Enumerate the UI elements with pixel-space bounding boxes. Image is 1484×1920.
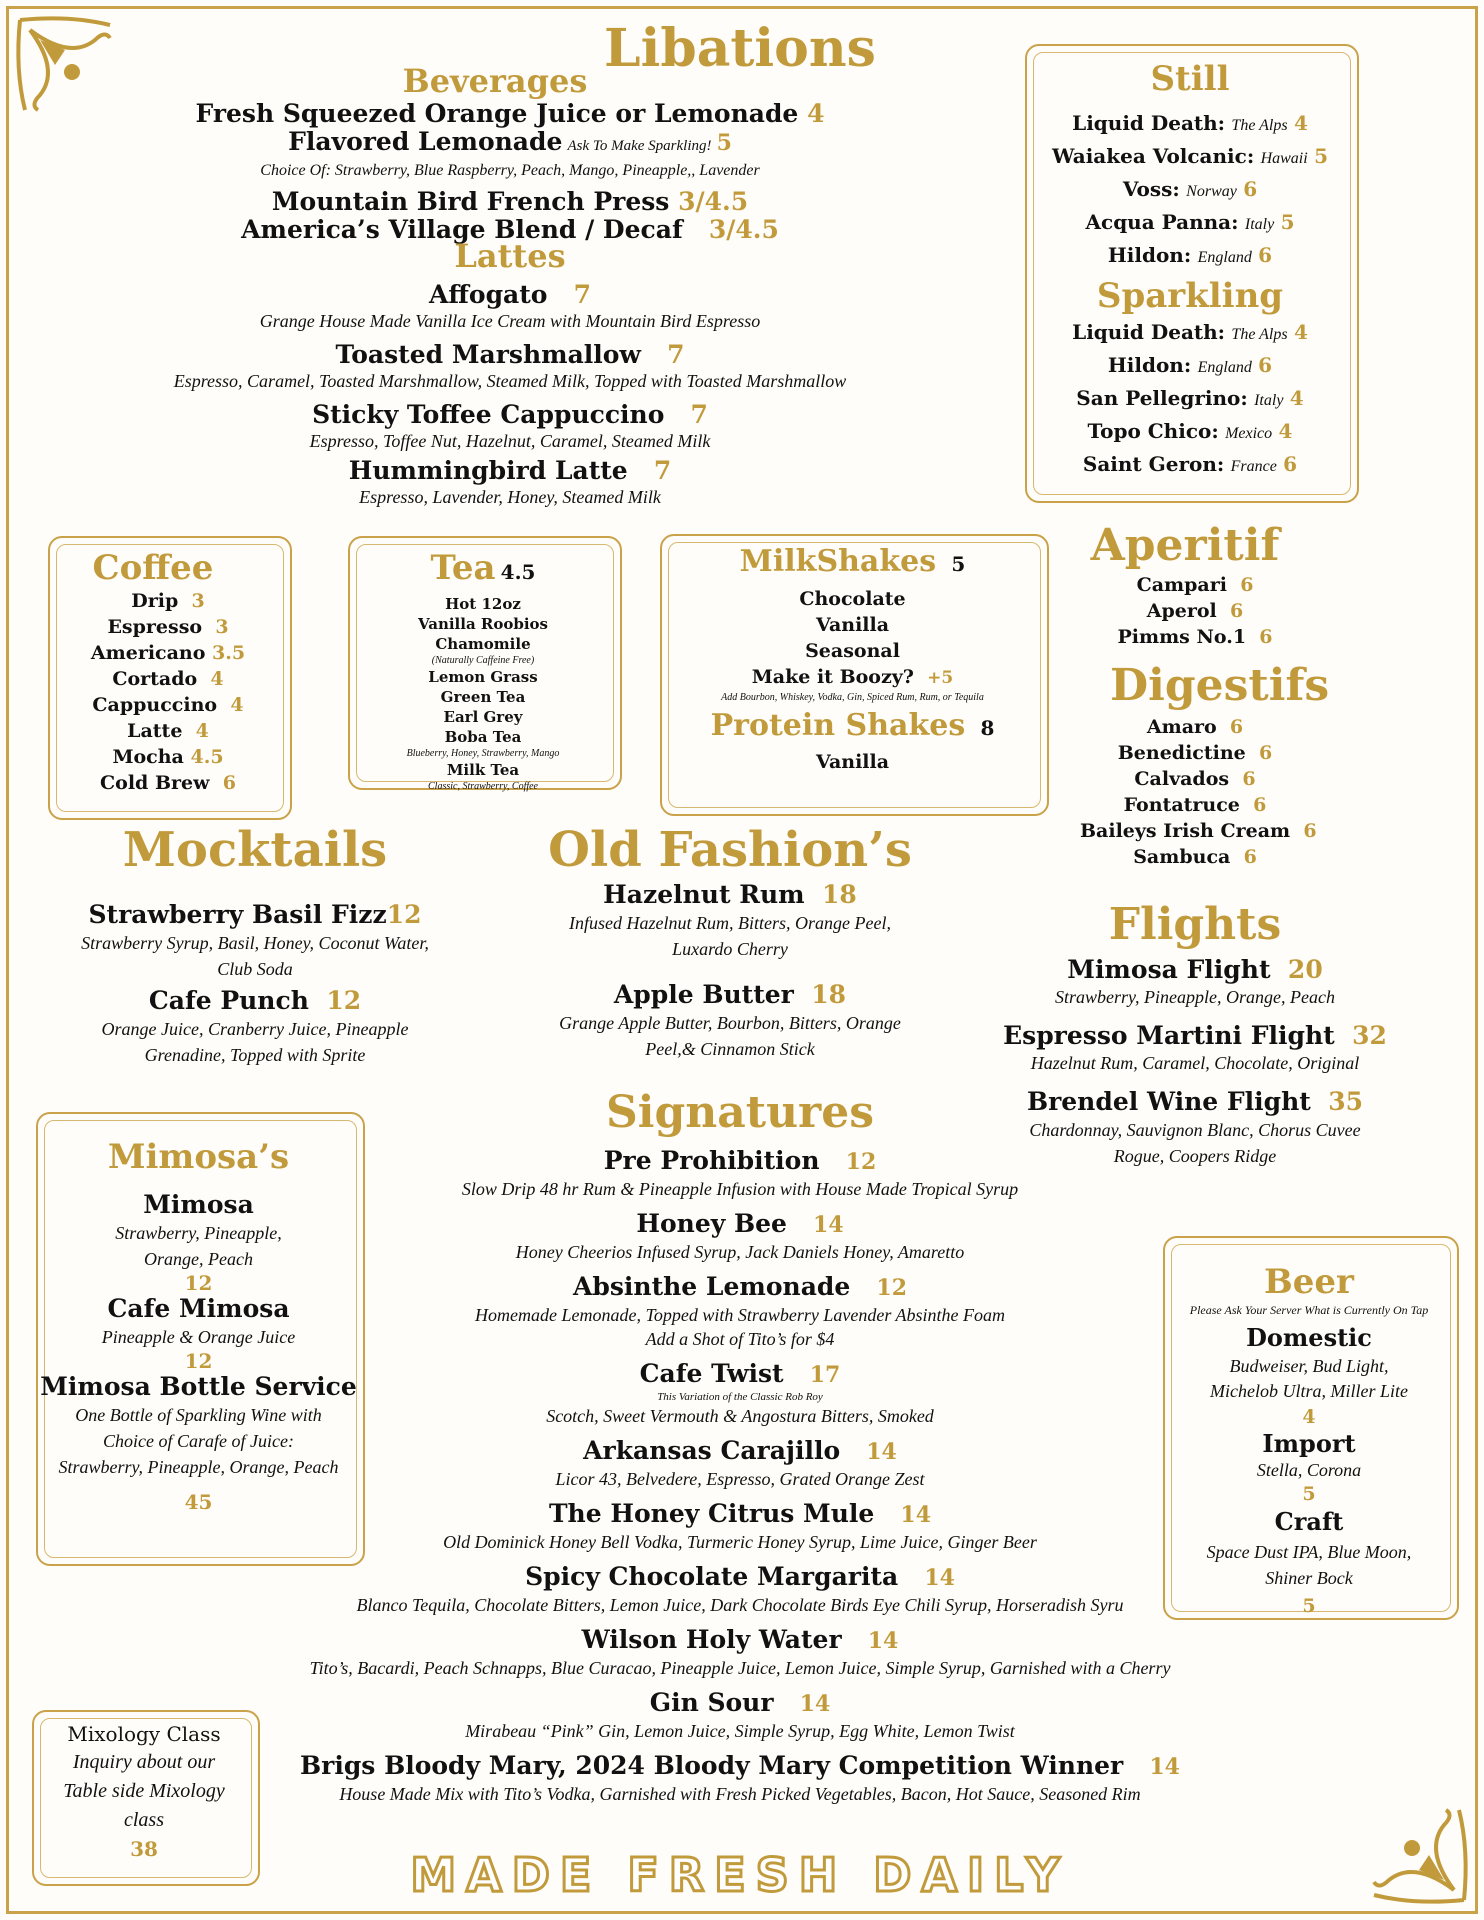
mixology-price: 38 <box>130 1837 158 1861</box>
beer-price: 4 <box>1302 1406 1316 1428</box>
old-fashion-item: Apple Butter 18 Grange Apple Butter, Bourbon, Bitters, Orange Peel,& Cinnamon Stick <box>559 980 901 1059</box>
beer-category: Craft <box>1274 1507 1344 1536</box>
signature-name <box>240 1436 1240 1467</box>
digestifs-section <box>1080 658 1330 870</box>
digestif-item: Amaro 6 <box>1146 716 1244 738</box>
boozy-note: Add Bourbon, Whiskey, Vodka, Gin, Spiced Rum, Rum, or Tequila <box>721 692 984 703</box>
mimosa-price: 12 <box>184 1349 213 1373</box>
signature-item <box>240 1625 1240 1680</box>
water-item: San Pellegrino: Italy 4 <box>1076 386 1304 410</box>
signature-price: 14 <box>799 1691 831 1717</box>
protein-item: Vanilla <box>815 751 890 773</box>
beer-price: 5 <box>1302 1595 1316 1617</box>
signature-name <box>240 1562 1240 1593</box>
signature-title: Spicy Chocolate Margarita <box>525 1562 899 1591</box>
tea-list <box>348 594 618 793</box>
flight-item: Espresso Martini Flight 32 Hazelnut Rum, Caramel, Chocolate, Original <box>1003 1021 1387 1073</box>
mimosa-item-name: Mimosa <box>143 1190 254 1219</box>
signature-title: Absinthe Lemonade <box>572 1272 851 1301</box>
signature-item <box>240 1359 1240 1428</box>
beer-price: 5 <box>1302 1483 1316 1505</box>
mimosa-desc: Pineapple & Orange Juice <box>101 1327 296 1347</box>
mocktail-item: Strawberry Basil Fizz12 Strawberry Syrup, Basil, Honey, Coconut Water, Club Soda <box>81 900 429 979</box>
still-section <box>1025 58 1355 482</box>
signature-title: Honey Bee <box>636 1209 787 1238</box>
signature-name <box>240 1499 1240 1530</box>
sparkling-heading: Sparkling <box>1096 276 1284 316</box>
coffee-item: Mocha 4.5 <box>112 746 224 768</box>
mimosa-item-name: Cafe Mimosa <box>107 1294 290 1323</box>
signature-price: 14 <box>900 1502 932 1528</box>
tea-item: Chamomile <box>435 635 531 653</box>
aperitif-item: Pimms No.1 6 <box>1117 626 1273 648</box>
beer-note: Please Ask Your Server What is Currently On Tap <box>1189 1303 1429 1317</box>
mimosa-desc: One Bottle of Sparkling Wine with <box>75 1405 322 1425</box>
beverages-section <box>40 62 980 244</box>
lattes-heading: Lattes <box>454 237 566 275</box>
signature-price: 12 <box>845 1149 877 1175</box>
water-item: Liquid Death: The Alps 4 <box>1072 111 1308 135</box>
aperitif-item: Campari 6 <box>1136 574 1254 596</box>
beer-category: Import <box>1262 1429 1356 1458</box>
signature-desc: Blanco Tequila, Chocolate Bitters, Lemon Juice, Dark Chocolate Birds Eye Chili Syrup, Horseradish Syru <box>356 1595 1124 1615</box>
mixology-title: Mixology Class <box>67 1722 221 1746</box>
beverages-heading: Beverages <box>402 62 588 100</box>
beverage-item: Flavored Lemonade Ask To Make Sparkling! 5 <box>288 127 732 156</box>
tea-item: Hot 12oz <box>445 595 521 613</box>
mimosa-price: 12 <box>184 1271 213 1295</box>
signature-item <box>240 1436 1240 1491</box>
water-item: Liquid Death: The Alps 4 <box>1072 320 1308 344</box>
tea-heading: Tea 4.5 <box>430 548 536 588</box>
water-item: Hildon: England 6 <box>1107 243 1273 267</box>
mimosa-item-name: Mimosa Bottle Service <box>40 1372 357 1401</box>
mocktail-item: Cafe Punch 12 Orange Juice, Cranberry Juice, Pineapple Grenadine, Topped with Sprite <box>101 986 409 1065</box>
water-item: Waiakea Volcanic: Hawaii 5 <box>1052 144 1328 168</box>
tea-note: Blueberry, Honey, Strawberry, Mango <box>406 748 560 759</box>
beer-desc: Shiner Bock <box>1265 1568 1353 1588</box>
digestif-item: Benedictine 6 <box>1117 742 1273 764</box>
mixology-desc: Table side Mixology <box>63 1780 225 1802</box>
milkshake-boozy: Make it Boozy? +5 <box>751 666 954 688</box>
signature-desc: Mirabeau “Pink” Gin, Lemon Juice, Simple Syrup, Egg White, Lemon Twist <box>465 1721 1015 1741</box>
flights-heading: Flights <box>1108 899 1282 950</box>
water-item: Voss: Norway 6 <box>1122 177 1258 201</box>
mimosa-desc: Choice of Carafe of Juice: <box>103 1431 294 1451</box>
signature-item <box>240 1688 1240 1743</box>
tea-note: (Naturally Caffeine Free) <box>431 655 535 666</box>
water-item: Topo Chico: Mexico 4 <box>1087 419 1293 443</box>
signature-title: Pre Prohibition <box>603 1146 820 1175</box>
still-heading: Still <box>1150 59 1230 99</box>
latte-item: Toasted Marshmallow 7 Espresso, Caramel, Toasted Marshmallow, Steamed Milk, Topped with Toasted Marshmallow <box>173 340 847 391</box>
signature-title: Cafe Twist <box>639 1359 784 1388</box>
mixology-desc: class <box>124 1809 164 1831</box>
tea-note: Classic, Strawberry, Coffee <box>428 781 538 792</box>
beer-desc: Stella, Corona <box>1256 1460 1362 1480</box>
signature-desc: Scotch, Sweet Vermouth & Angostura Bitters, Smoked <box>546 1406 934 1426</box>
tea-item: Earl Grey <box>443 708 523 726</box>
signatures-section <box>240 1086 1240 1806</box>
beverage-item: America’s Village Blend / Decaf 3/4.5 <box>241 215 779 244</box>
latte-item: Sticky Toffee Cappuccino 7 Espresso, Toffee Nut, Hazelnut, Caramel, Steamed Milk <box>309 400 711 451</box>
milkshakes-heading: MilkShakes 5 <box>739 544 966 579</box>
aperitif-item: Aperol 6 <box>1146 600 1244 622</box>
digestif-item: Sambuca 6 <box>1133 846 1257 868</box>
mocktails-section <box>30 820 480 1068</box>
mimosa-price: 45 <box>184 1490 213 1514</box>
beer-desc: Budweiser, Bud Light, <box>1229 1356 1389 1376</box>
signature-name <box>240 1146 1240 1177</box>
signature-price: 12 <box>876 1275 908 1301</box>
signature-desc: Tito’s, Bacardi, Peach Schnapps, Blue Curacao, Pineapple Juice, Lemon Juice, Simple Syrup, Garnished with a Cherry <box>309 1658 1171 1678</box>
signature-price: 14 <box>924 1565 955 1591</box>
tea-item: Green Tea <box>440 688 526 706</box>
beverage-description: Choice Of: Strawberry, Blue Raspberry, Peach, Mango, Pineapple,, Lavender <box>260 162 760 179</box>
coffee-heading: Coffee <box>92 548 214 588</box>
digestif-item: Fontatruce 6 <box>1123 794 1267 816</box>
corner-ornament-icon <box>1364 1800 1474 1910</box>
signature-desc: Homemade Lemonade, Topped with Strawberry Lavender Absinthe Foam <box>475 1305 1005 1325</box>
beer-desc: Space Dust IPA, Blue Moon, <box>1206 1542 1412 1562</box>
signature-name <box>240 1272 1240 1303</box>
tea-item: Vanilla Roobios <box>417 615 549 633</box>
mocktails-heading: Mocktails <box>122 822 388 878</box>
signature-desc: Old Dominick Honey Bell Vodka, Turmeric Honey Syrup, Lime Juice, Ginger Beer <box>443 1532 1037 1552</box>
latte-item: Affogato 7 Grange House Made Vanilla Ice Cream with Mountain Bird Espresso <box>259 280 761 331</box>
signature-price: 14 <box>1149 1754 1180 1780</box>
signature-title: Brigs Bloody Mary, 2024 Bloody Mary Competition Winner <box>300 1751 1124 1780</box>
mimosas-heading: Mimosa’s <box>107 1137 290 1177</box>
signature-desc: Add a Shot of Tito’s for $4 <box>645 1329 835 1349</box>
digestif-item: Baileys Irish Cream 6 <box>1080 820 1317 842</box>
coffee-item: Latte 4 <box>127 720 209 742</box>
signature-name <box>240 1751 1240 1782</box>
aperitif-heading: Aperitif <box>1090 520 1280 571</box>
signature-desc: Honey Cheerios Infused Syrup, Jack Daniels Honey, Amaretto <box>515 1242 965 1262</box>
signature-price: 17 <box>809 1362 841 1388</box>
signatures-heading: Signatures <box>605 1087 875 1138</box>
flight-item: Brendel Wine Flight 35 Chardonnay, Sauvignon Blanc, Chorus Cuvee Rogue, Coopers Ridge <box>1026 1087 1364 1166</box>
milkshake-item: Vanilla <box>815 614 890 636</box>
signature-title: Arkansas Carajillo <box>583 1436 841 1465</box>
latte-item: Hummingbird Latte 7 Espresso, Lavender, Honey, Steamed Milk <box>348 456 672 507</box>
beer-desc: Michelob Ultra, Miller Lite <box>1210 1381 1408 1401</box>
signature-item <box>240 1751 1240 1806</box>
beverage-item: Fresh Squeezed Orange Juice or Lemonade 4 <box>195 99 825 128</box>
signature-desc: House Made Mix with Tito’s Vodka, Garnished with Fresh Picked Vegetables, Bacon, Hot Sauce, Seasoned Rim <box>339 1784 1141 1804</box>
milkshake-item: Chocolate <box>799 588 906 610</box>
signature-title: The Honey Citrus Mule <box>548 1499 875 1528</box>
signature-item <box>240 1209 1240 1264</box>
protein-heading: Protein Shakes 8 <box>710 708 995 743</box>
coffee-item: Cortado 4 <box>112 668 224 690</box>
coffee-item: Americano 3.5 <box>90 642 246 664</box>
tea-section <box>348 548 618 793</box>
mimosa-desc: Strawberry, Pineapple, <box>115 1223 282 1243</box>
signature-name <box>240 1209 1240 1240</box>
coffee-item: Drip 3 <box>131 590 205 612</box>
flight-item: Mimosa Flight 20 Strawberry, Pineapple, Orange, Peach <box>1055 955 1335 1007</box>
aperitif-section <box>1080 520 1310 650</box>
mixology-desc: Inquiry about our <box>72 1751 216 1773</box>
milkshake-item: Seasonal <box>805 640 900 662</box>
signature-item <box>240 1562 1240 1617</box>
milkshakes-section <box>660 542 1045 775</box>
beer-category: Domestic <box>1246 1323 1372 1352</box>
lattes-section <box>40 238 980 508</box>
signature-desc: Slow Drip 48 hr Rum & Pineapple Infusion with House Made Tropical Syrup <box>461 1179 1019 1199</box>
old-fashion-item: Hazelnut Rum 18 Infused Hazelnut Rum, Bitters, Orange Peel, Luxardo Cherry <box>569 880 891 959</box>
signature-price: 14 <box>813 1212 844 1238</box>
old-fashions-heading: Old Fashion’s <box>548 822 912 878</box>
footer-slogan: MADE FRESH DAILY <box>410 1848 1070 1902</box>
signature-title: Gin Sour <box>649 1688 774 1717</box>
signature-name <box>240 1625 1240 1656</box>
tea-item: Milk Tea <box>446 761 520 779</box>
old-fashions-section <box>500 820 960 1062</box>
mixology-section <box>32 1720 256 1863</box>
signature-name <box>240 1688 1240 1719</box>
digestifs-heading: Digestifs <box>1110 660 1330 711</box>
signature-name <box>240 1359 1240 1390</box>
signatures-list <box>240 1146 1240 1806</box>
coffee-item: Cold Brew 6 <box>100 772 236 794</box>
tea-item: Boba Tea <box>444 728 522 746</box>
mimosa-desc: Strawberry, Pineapple, Orange, Peach <box>58 1457 339 1477</box>
signature-desc: Licor 43, Belvedere, Espresso, Grated Orange Zest <box>555 1469 925 1489</box>
signature-price: 14 <box>866 1439 897 1465</box>
coffee-section <box>48 548 288 796</box>
mimosa-desc: Orange, Peach <box>144 1249 253 1269</box>
water-item: Saint Geron: France 6 <box>1082 452 1298 476</box>
beer-section <box>1163 1262 1455 1621</box>
signature-item <box>240 1146 1240 1201</box>
water-item: Hildon: England 6 <box>1107 353 1273 377</box>
water-item: Acqua Panna: Italy 5 <box>1085 210 1295 234</box>
signature-title: Wilson Holy Water <box>581 1625 842 1654</box>
signature-price: 14 <box>867 1628 899 1654</box>
coffee-item: Espresso 3 <box>107 616 229 638</box>
mimosas-section <box>36 1134 361 1514</box>
digestif-item: Calvados 6 <box>1134 768 1256 790</box>
signature-item <box>240 1499 1240 1554</box>
beverage-item: Mountain Bird French Press 3/4.5 <box>271 187 749 216</box>
page-title: Libations <box>604 18 876 79</box>
tea-item: Lemon Grass <box>428 668 538 686</box>
signature-note: This Variation of the Classic Rob Roy <box>657 1391 823 1403</box>
signature-item <box>240 1272 1240 1351</box>
beer-heading: Beer <box>1264 1262 1354 1302</box>
coffee-item: Cappuccino 4 <box>92 694 244 716</box>
